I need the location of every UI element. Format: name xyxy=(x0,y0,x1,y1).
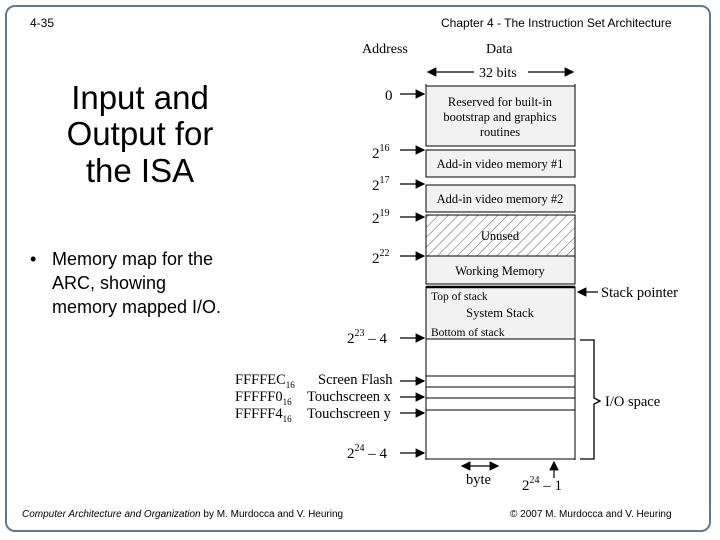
addr-2-17: $2^{17}$ xyxy=(372,175,390,194)
addr-2-19: $2^{19}$ xyxy=(372,208,390,227)
addr-2-24-minus-4: $2^{24} - 4$ xyxy=(347,443,387,462)
addr-2-23-minus-4: $2^{23} - 4$ xyxy=(347,328,387,347)
video-2-label: Add-in video memory #2 xyxy=(436,192,564,206)
io-label-screen-flash: Screen Flash xyxy=(318,372,393,388)
reserved-line-3: routines xyxy=(479,125,521,139)
io-addr-touch-x: $FFFFF0_{16}$ xyxy=(235,389,292,407)
addr-2-16: $2^{16}$ xyxy=(372,143,390,162)
top-of-stack-label: Top of stack xyxy=(431,291,488,303)
io-space-brace xyxy=(580,340,600,459)
video-1-label: Add-in video memory #1 xyxy=(436,157,564,171)
byte-label: byte xyxy=(466,472,491,488)
address-header: Address xyxy=(362,42,408,57)
io-addr-touch-y: $FFFFF4_{16}$ xyxy=(235,406,292,424)
chapter-title: Chapter 4 - The Instruction Set Architecture xyxy=(441,16,672,30)
addr-2-22: $2^{22}$ xyxy=(372,248,390,267)
data-header: Data xyxy=(486,42,513,57)
io-space-label: I/O space xyxy=(605,394,661,410)
bottom-of-stack-label: Bottom of stack xyxy=(431,327,505,339)
bullet-dot: • xyxy=(30,249,37,269)
addr-2-24-minus-1: $2^{24} - 1$ xyxy=(522,475,562,494)
footer-authors: by M. Murdocca and V. Heuring xyxy=(200,509,344,520)
system-stack-label: System Stack xyxy=(466,306,534,320)
footer-book-title: Computer Architecture and Organization xyxy=(22,509,201,520)
addr-zero: 0 xyxy=(385,88,393,104)
io-label-touch-y: Touchscreen y xyxy=(307,406,391,422)
slide-number: 4-35 xyxy=(30,16,55,30)
title-line-3: the ISA xyxy=(85,151,195,189)
bullet-text: Memory map for the ARC, showing memory mapped I/O. xyxy=(52,249,222,317)
width-label: 32 bits xyxy=(479,66,517,81)
title-line-2: Output for xyxy=(66,115,214,153)
unused-label: Unused xyxy=(480,229,520,243)
title-line-1: Input and xyxy=(71,79,209,116)
io-label-touch-x: Touchscreen x xyxy=(307,389,391,405)
stack-pointer-label: Stack pointer xyxy=(601,285,678,301)
footer-copyright: © 2007 M. Murdocca and V. Heuring xyxy=(510,509,672,520)
io-addr-screen-flash: $FFFFEC_{16}$ xyxy=(235,372,295,390)
working-memory-label: Working Memory xyxy=(455,264,545,278)
reserved-line-1: Reserved for built-in xyxy=(447,95,553,109)
reserved-line-2: bootstrap and graphics xyxy=(443,110,557,124)
